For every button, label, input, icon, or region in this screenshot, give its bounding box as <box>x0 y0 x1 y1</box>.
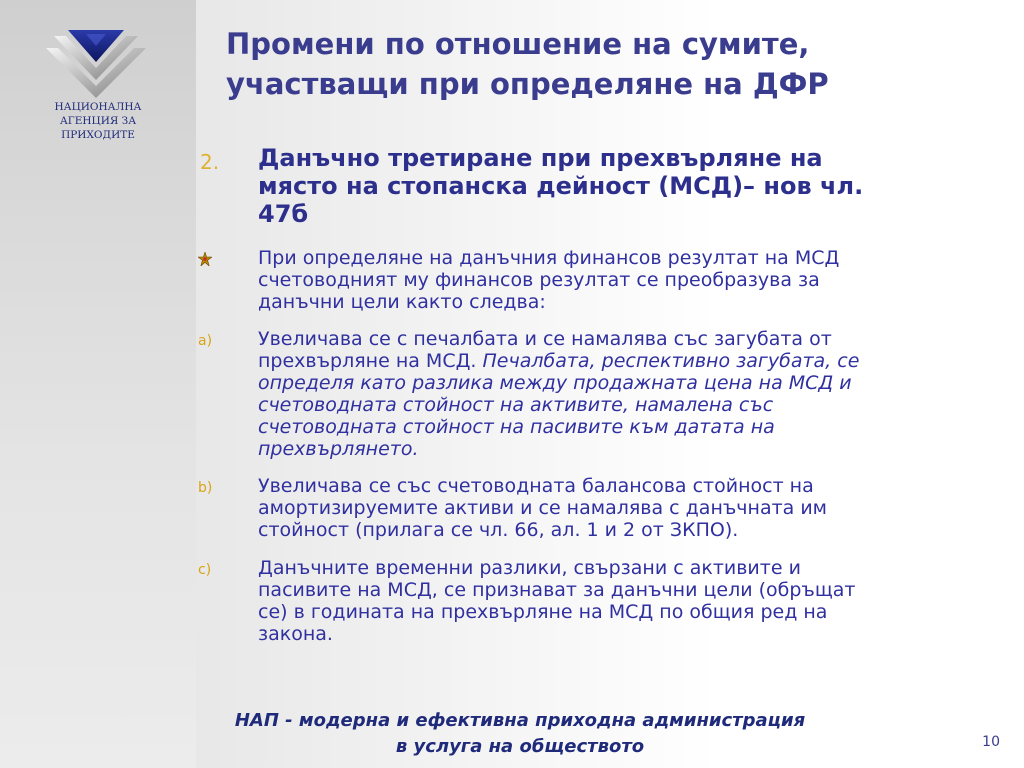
list-item-line: стойност (прилага се чл. 66, ал. 1 и 2 от ЗКПО). <box>258 519 739 541</box>
slide-title-line: участващи при определяне на ДФР <box>226 67 829 101</box>
list-item-text: прехвърляне на МСД. <box>258 350 483 372</box>
section-number: 2. <box>200 150 220 174</box>
list-item-italic-text: Печалбата, респективно загубата, се <box>482 350 860 372</box>
slide-title-line: Промени по отношение на сумите, <box>226 27 810 61</box>
star-bullet-icon <box>198 252 212 266</box>
agency-name-line: АГЕНЦИЯ ЗА <box>59 115 137 127</box>
list-item-line: Увеличава се с печалбата и се намалява със загубата от <box>258 328 832 350</box>
list-item-line: амортизируемите активи и се намалява с данъчната им <box>258 497 828 519</box>
list-item-a <box>258 328 978 460</box>
page-number: 10 <box>982 734 1000 750</box>
item-marker-a: a) <box>198 333 213 349</box>
list-item-line: Увеличава се със счетоводната балансова стойност на <box>258 475 814 497</box>
list-item-line: пасивите на МСД, се признават за данъчни цели (обръщат <box>258 579 856 601</box>
section-heading-line: 47б <box>258 200 309 228</box>
list-item-line: определя като разлика между продажната цена на МСД и <box>258 372 852 394</box>
list-item-line: счетоводната стойност на пасивите към датата на <box>258 416 775 438</box>
section-heading <box>258 144 978 228</box>
list-item-c <box>258 557 978 645</box>
list-item-line: се) в годината на прехвърляне на МСД по общия ред на <box>258 601 828 623</box>
list-item-line: счетоводната стойност на активите, намалена със <box>258 394 774 416</box>
agency-name-line: ПРИХОДИТЕ <box>61 129 135 141</box>
footer-line: в услуга на обществото <box>395 736 645 757</box>
section-heading-line: място на стопанска дейност (МСД)– нов чл. <box>258 172 864 200</box>
item-marker-b: b) <box>198 480 213 496</box>
list-item-b <box>258 475 978 541</box>
bullet-line: При определяне на данъчния финансов резултат на МСД <box>258 247 840 269</box>
list-item-line: прехвърлянето. <box>258 438 419 460</box>
item-marker-c: c) <box>198 562 212 578</box>
agency-name-line: НАЦИОНАЛНА <box>54 101 142 113</box>
list-item-line: закона. <box>258 623 333 645</box>
footer-line: НАП - модерна и ефективна приходна администрация <box>234 710 806 731</box>
bullet-line: счетоводният му финансов резултат се преобразува за <box>258 269 820 291</box>
section-heading-line: Данъчно третиране при прехвърляне на <box>258 144 823 172</box>
list-item-line <box>258 350 978 372</box>
list-item-line: Данъчните временни разлики, свързани с активите и <box>258 557 801 579</box>
footer-slogan <box>100 708 940 760</box>
bullet-paragraph <box>258 247 978 313</box>
bullet-line: данъчни цели както следва: <box>258 291 546 313</box>
